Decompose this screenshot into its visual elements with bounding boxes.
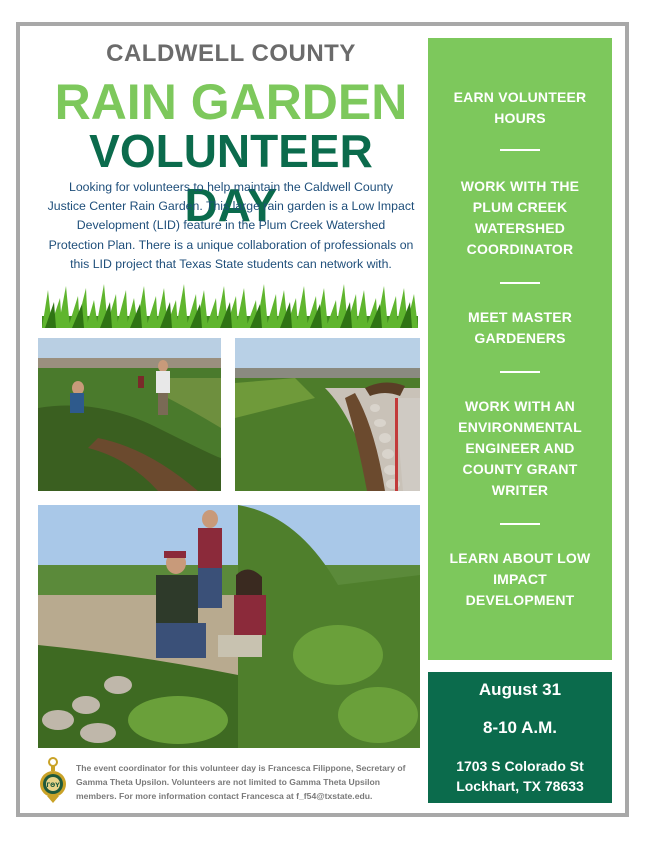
- benefit-low-impact-development: [434, 548, 606, 611]
- intro-line: Justice Center Rain Garden. This large rain garden is a Low Impact: [47, 199, 415, 214]
- benefit-line: WATERSHED: [474, 220, 566, 236]
- footer-note: [76, 761, 416, 803]
- benefit-line: EARN VOLUNTEER: [453, 89, 587, 105]
- address-line: Lockhart, TX 78633: [456, 778, 584, 794]
- title-volunteer-day: VOLUNTEER DAY: [89, 125, 373, 231]
- benefit-line: COORDINATOR: [466, 241, 574, 257]
- benefit-line: DEVELOPMENT: [465, 592, 575, 608]
- badge-letters: ΓΘΥ: [46, 782, 60, 789]
- photo-volunteer-group: [38, 505, 420, 748]
- intro-line: Looking for volunteers to help maintain the Caldwell County: [68, 180, 393, 194]
- grass-divider-image: [42, 284, 418, 328]
- benefit-master-gardeners: [434, 307, 606, 349]
- benefit-line: ENVIRONMENTAL: [458, 419, 582, 435]
- gamma-theta-upsilon-badge-icon: [38, 757, 68, 803]
- benefit-line: WORK WITH AN: [465, 398, 575, 414]
- benefit-watershed-coordinator: [434, 176, 606, 260]
- divider-rule: [500, 371, 540, 373]
- divider-rule: [500, 523, 540, 525]
- benefit-line: GARDENERS: [474, 330, 566, 346]
- benefit-line: MEET MASTER: [467, 309, 573, 325]
- county-heading: CALDWELL COUNTY: [106, 40, 356, 67]
- event-time: 8-10 A.M.: [482, 718, 557, 737]
- photo-volunteers-weeding: [38, 338, 221, 491]
- benefit-line: COUNTY GRANT: [462, 461, 578, 477]
- intro-line: Protection Plan. There is a unique collaboration of professionals on: [48, 237, 414, 252]
- benefit-line: WORK WITH THE: [460, 178, 580, 194]
- benefit-line: LEARN ABOUT LOW: [449, 550, 591, 566]
- footer-line: members. For more information contact Francesca at f_f54@txstate.edu.: [76, 791, 373, 801]
- benefits-sidebar: [428, 38, 612, 660]
- benefit-line: ENGINEER AND: [465, 440, 575, 456]
- divider-rule: [500, 149, 540, 151]
- footer-line: Gamma Theta Upsilon. Volunteers are not limited to Gamma Theta Upsilon: [76, 777, 381, 787]
- benefit-volunteer-hours: [434, 87, 606, 129]
- benefit-line: HOURS: [494, 110, 546, 126]
- footer-line: The event coordinator for this volunteer day is Francesca Filippone, Secretary of: [76, 763, 406, 773]
- divider-rule: [500, 282, 540, 284]
- benefit-line: IMPACT: [493, 571, 547, 587]
- benefit-line: WRITER: [491, 482, 549, 498]
- benefit-line: PLUM CREEK: [472, 199, 568, 215]
- title-rain-garden: RAIN GARDEN: [54, 74, 408, 130]
- address-line: 1703 S Colorado St: [456, 758, 584, 774]
- event-details-box: [428, 672, 612, 803]
- event-address: [428, 756, 612, 796]
- photo-rain-garden-rocks: [235, 338, 420, 491]
- intro-line: this LID project that Texas State students can network with.: [70, 256, 392, 271]
- event-date: August 31: [478, 680, 562, 699]
- intro-line: Development (LID) feature in the Plum Creek Watershed: [76, 218, 386, 233]
- benefit-engineer-grant-writer: [434, 396, 606, 501]
- intro-paragraph: [40, 178, 422, 274]
